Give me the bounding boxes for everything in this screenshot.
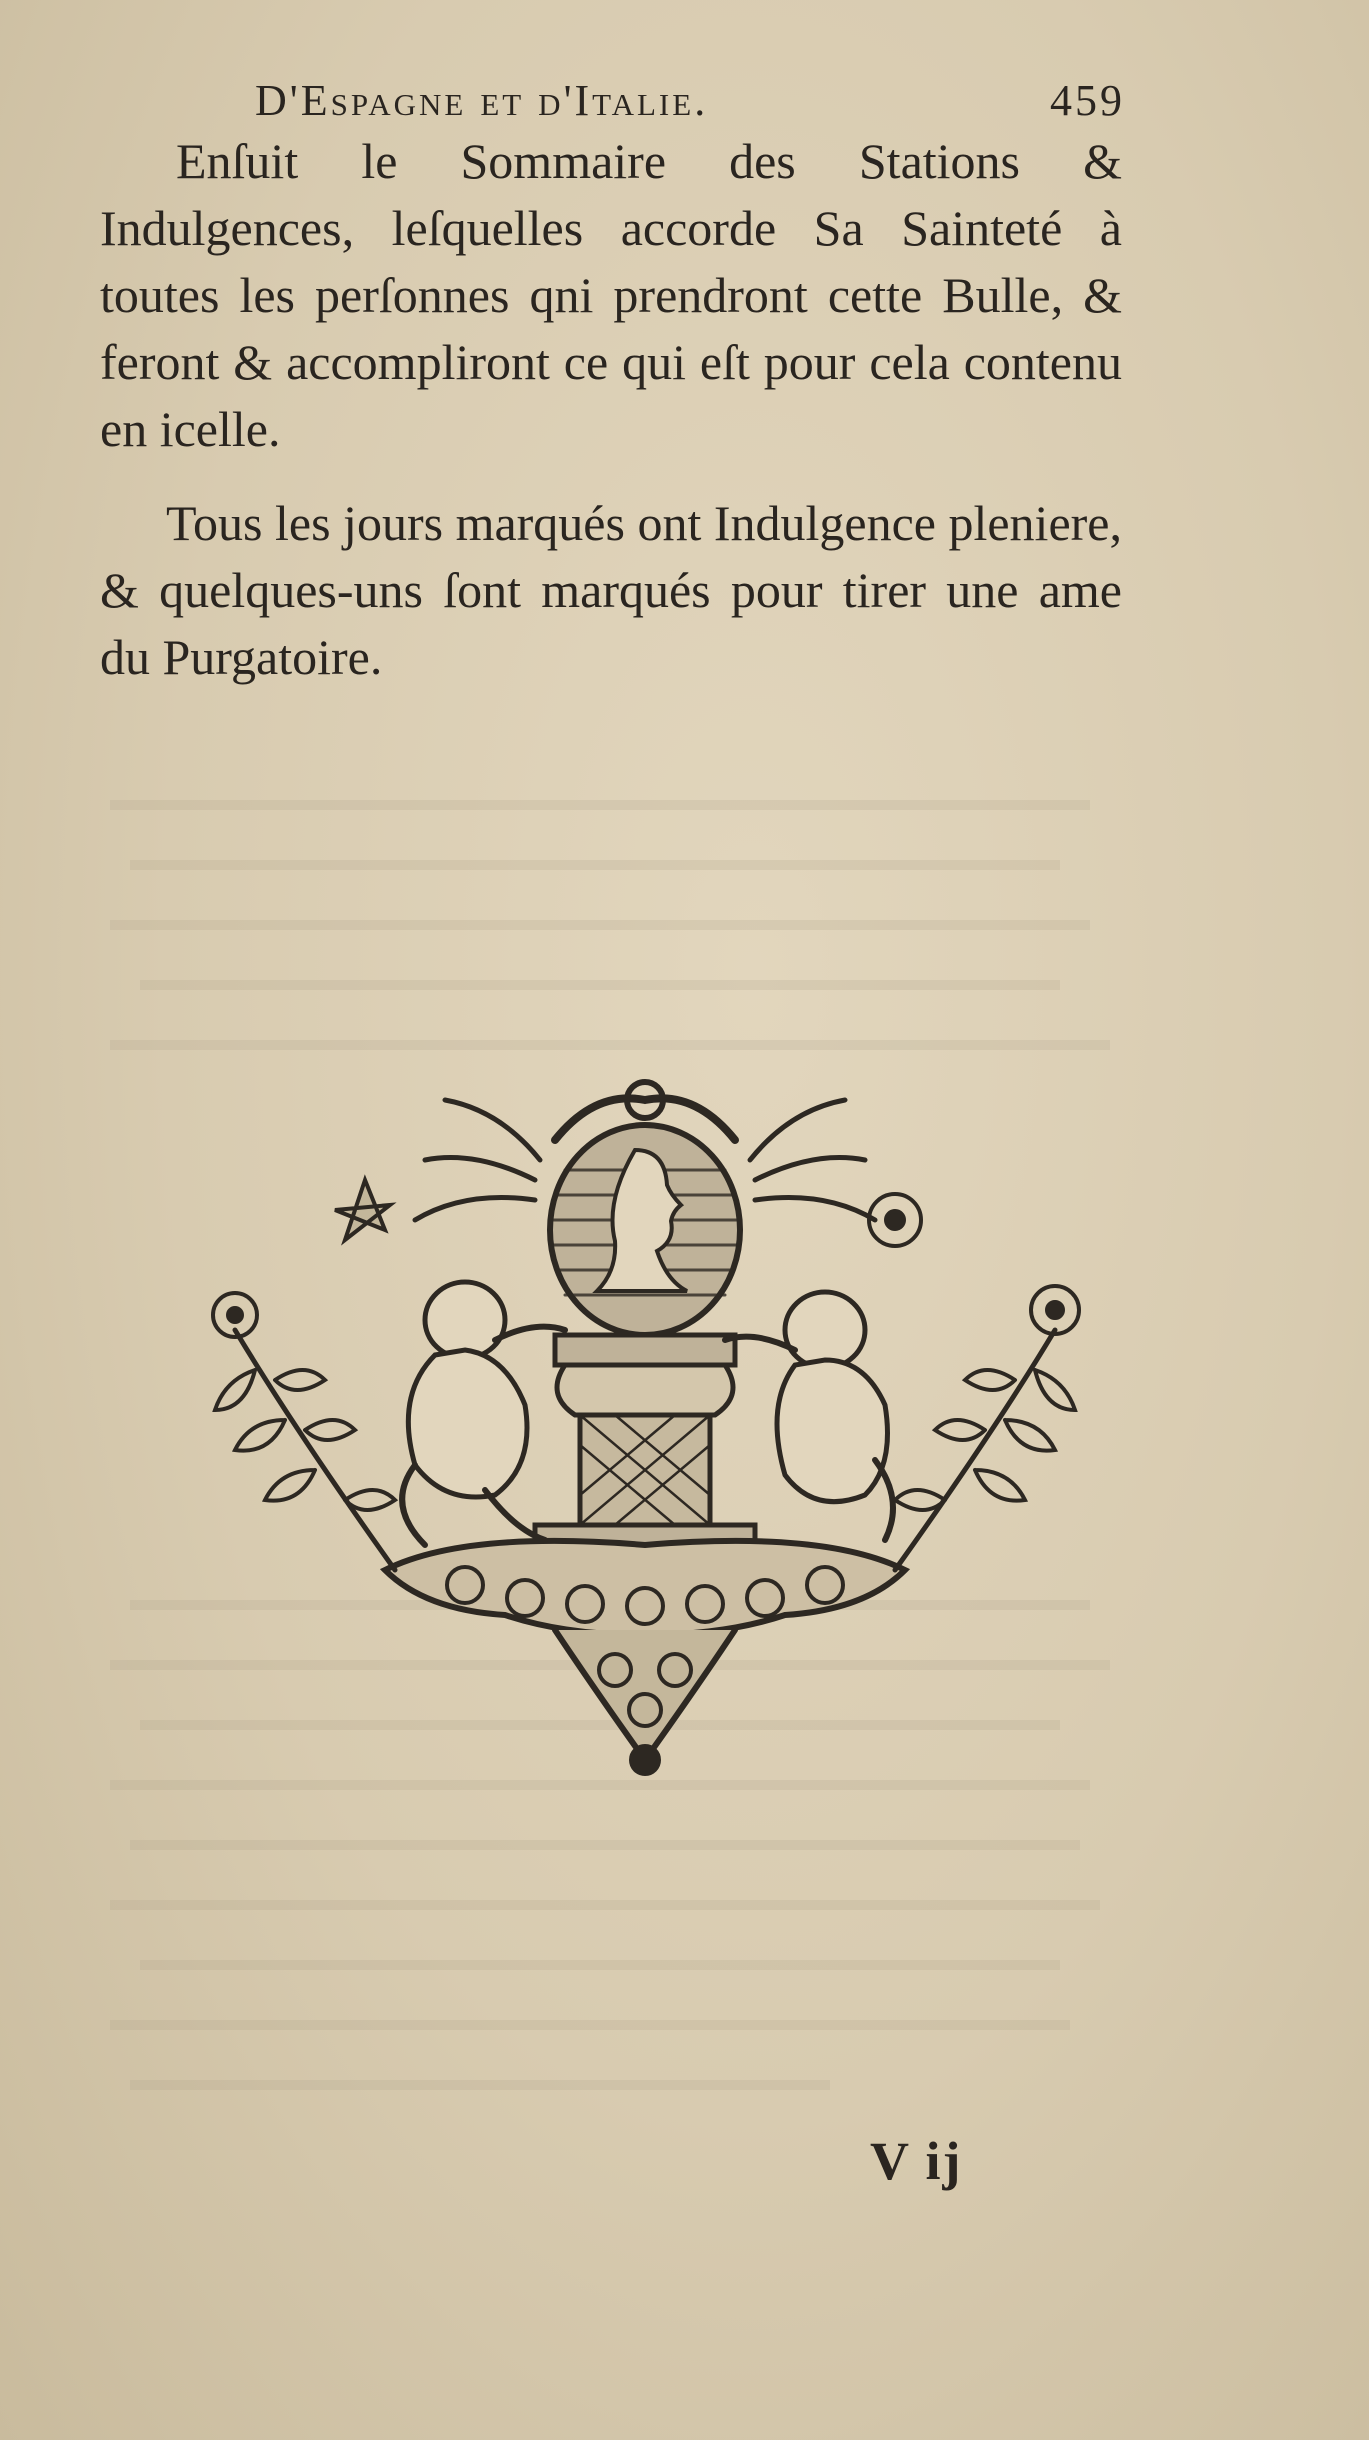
tailpiece-ornament-cherubs-portrait-icon	[195, 1070, 1095, 1810]
running-title: D'Espagne et d'Italie.	[255, 76, 709, 125]
paragraph-indulgences: Tous les jours marqués ont Indulgence pleniere, & quelques-uns ſont marqués pour tirer une ame du Purgatoire.	[100, 495, 1122, 685]
paragraph-summary: Enſuit le Sommaire des Stations & Indulgences, leſquelles accorde Sa Sainteté à toutes les perſonnes qni prendront cette Bulle, & feront & accompliront ce qui eſt pour cela contenu en icelle.	[100, 133, 1122, 457]
page-number: 459	[1050, 76, 1125, 125]
body-text	[100, 128, 1122, 691]
running-header	[255, 75, 1125, 135]
signature-mark: V ij	[870, 2131, 963, 2191]
